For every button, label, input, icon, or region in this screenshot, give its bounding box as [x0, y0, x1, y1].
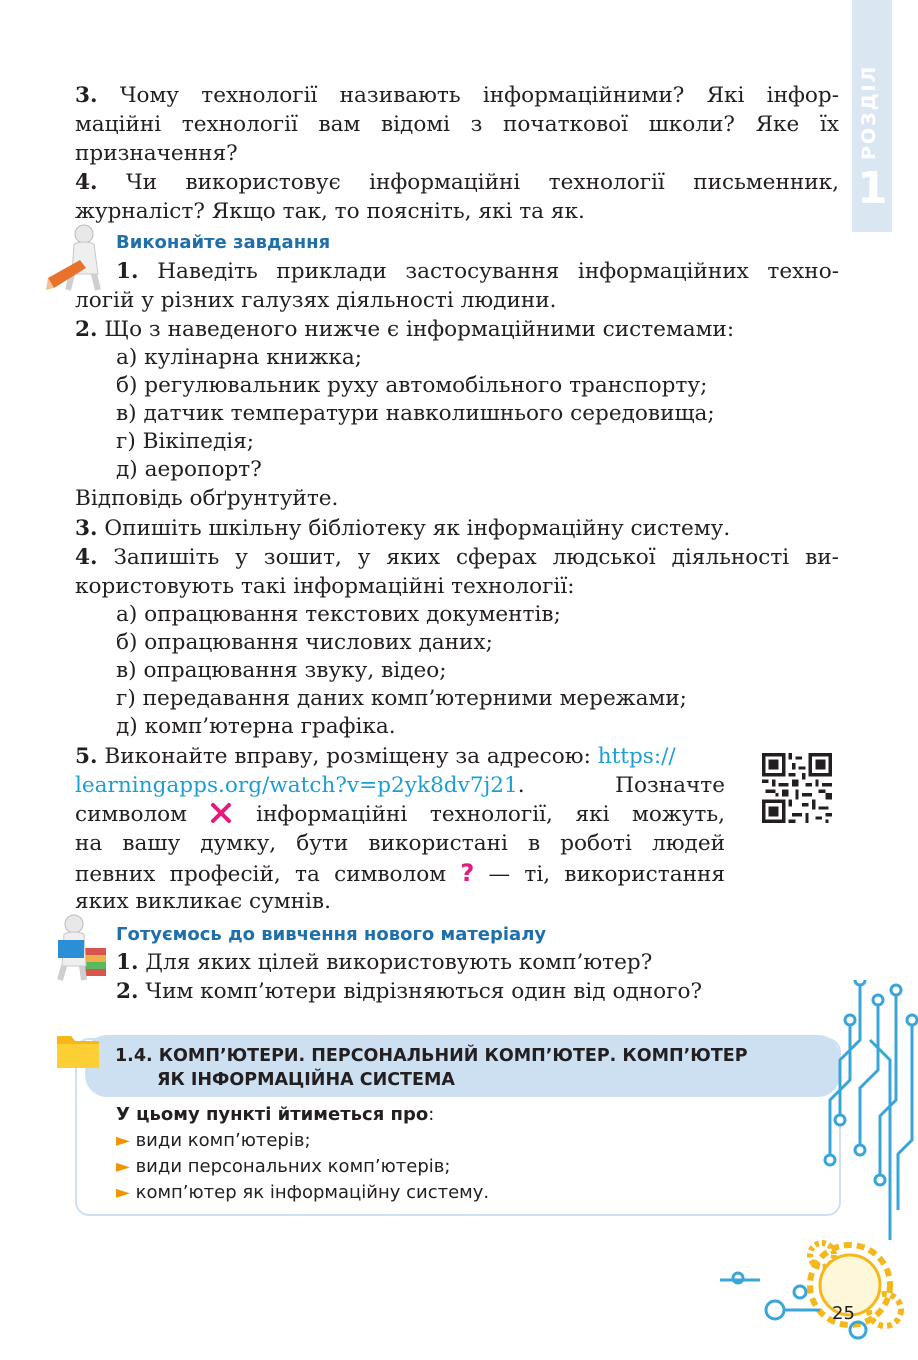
folder-icon [55, 1030, 101, 1070]
reading-figure-icon [50, 912, 110, 982]
task-figure-icon [44, 222, 114, 294]
question-3-line-2: маційні технології вам відомі з початкової школи? Яке їх [75, 112, 839, 137]
circuit-decoration-icon [700, 980, 918, 1360]
task-4-item: г) передавання даних комп’ютерними мережами; [116, 686, 687, 711]
task-5-line-2: learningapps.org/watch?v=p2yk8dv7j21. Позначте [75, 773, 725, 798]
task-2-item: д) аеропорт? [116, 457, 262, 482]
section-title: 1.4. КОМП’ЮТЕРИ. ПЕРСОНАЛЬНИЙ КОМП’ЮТЕР. КОМП’ЮТЕР ЯК ІНФОРМАЦІЙНА СИСТЕМА [115, 1046, 748, 1090]
task-5-line-4: на вашу думку, бути використані в роботі людей [75, 831, 725, 856]
question-symbol-icon: ? [460, 859, 475, 887]
bullet-arrow-icon: ► [116, 1156, 130, 1177]
task-2-item: б) регулювальник руху автомобільного транспорту; [116, 373, 708, 398]
chapter-tab-word [858, 120, 880, 160]
section-bullet-item: ► комп’ютер як інформаційну систему. [116, 1182, 490, 1203]
section-bullet-item: ► види персональних комп’ютерів; [116, 1156, 451, 1177]
task-2-line-1: 2. Що з наведеного нижче є інформаційними системами: [75, 317, 735, 342]
task-4-item: б) опрацювання числових даних; [116, 630, 493, 655]
cross-symbol-icon [210, 801, 234, 830]
question-3-line-3: призначення? [75, 141, 238, 166]
chapter-tab-number: 1 [857, 163, 888, 214]
exercise-link-part-1[interactable]: https:// [597, 744, 676, 769]
task-4-line-2: користовують такі інформаційні технології: [75, 574, 575, 599]
task-5-line-5: певних професій, та символом ? — ті, використання [75, 859, 725, 887]
task-3-line-1: 3. Опишіть шкільну бібліотеку як інформаційну систему. [75, 516, 731, 541]
prepare-question-1: 1. Для яких цілей використовують комп’ютер? [116, 950, 653, 975]
task-4-item: д) комп’ютерна графіка. [116, 714, 396, 739]
tasks-heading: Виконайте завдання [116, 232, 331, 253]
bullet-arrow-icon: ► [116, 1130, 130, 1151]
prepare-question-2: 2. Чим комп’ютери відрізняються один від одного? [116, 979, 703, 1004]
task-5-line-1: 5. Виконайте вправу, розміщену за адресою: https:// [75, 744, 676, 769]
page-number: 25 [832, 1303, 855, 1324]
task-2-item: г) Вікіпедія; [116, 429, 255, 454]
qr-code-icon[interactable] [762, 752, 832, 824]
section-intro: У цьому пункті йтиметься про: [116, 1104, 435, 1125]
task-1-line-2: логій у різних галузях діяльності людини. [75, 288, 557, 313]
task-2-item: а) кулінарна книжка; [116, 345, 362, 370]
question-4-line-2: журналіст? Якщо так, то поясніть, які та як. [75, 199, 585, 224]
task-2-tail: Відповідь обґрунтуйте. [75, 486, 339, 511]
task-5-line-3: символом інформаційні технології, які можуть, [75, 801, 725, 830]
task-4-item: а) опрацювання текстових документів; [116, 602, 561, 627]
task-2-item: в) датчик температури навколишнього середовища; [116, 401, 715, 426]
exercise-link-part-2[interactable]: learningapps.org/watch?v=p2yk8dv7j21 [75, 773, 518, 798]
bullet-arrow-icon: ► [116, 1182, 130, 1203]
section-bullet-item: ► види комп’ютерів; [116, 1130, 311, 1151]
question-4-line-1: 4. Чи використовує інформаційні технології письменник, [75, 170, 839, 195]
task-4-line-1: 4. Запишіть у зошит, у яких сферах людської діяльності ви- [75, 545, 839, 570]
prepare-heading: Готуємось до вивчення нового матеріалу [116, 924, 547, 945]
task-4-item: в) опрацювання звуку, відео; [116, 658, 447, 683]
task-1-line-1: 1. Наведіть приклади застосування інформаційних техно- [116, 259, 839, 284]
task-5-line-6: яких викликає сумнів. [75, 889, 331, 914]
question-3-line-1: 3. Чому технології називають інформаційними? Які інфор- [75, 83, 839, 108]
